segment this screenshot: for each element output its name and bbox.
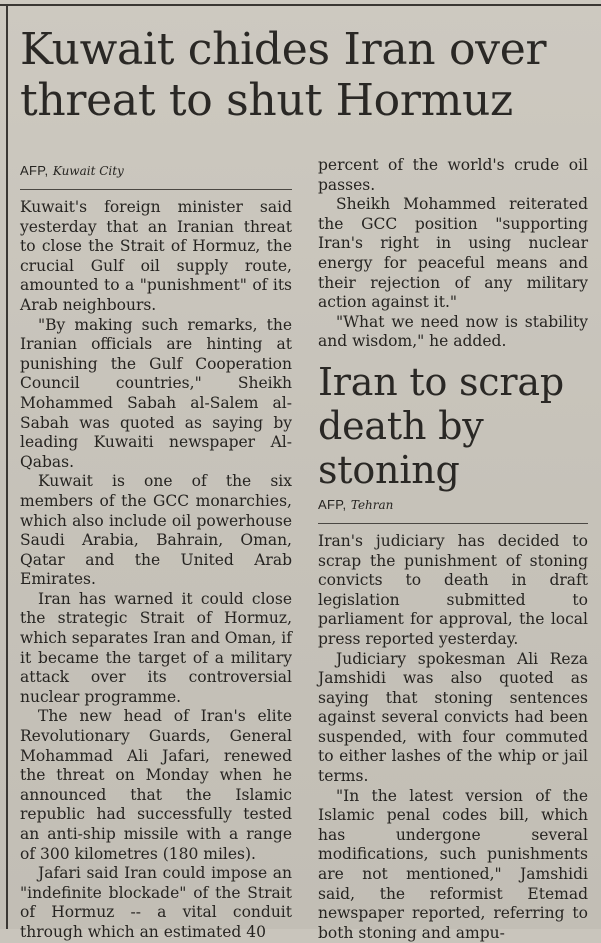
main-dateline xyxy=(20,162,292,180)
article-paragraph: "By making such remarks, the Iranian officials are hinting at punishing the Gulf Cooperation Council countries," Sheikh Mohammed Sabah al-Salem al-Sabah was quoted as saying by leading Kuwaiti newspaper Al-Qabas. xyxy=(20,315,292,471)
left-border-rule xyxy=(6,4,8,929)
dateline-rule xyxy=(20,189,292,190)
article-paragraph: Judiciary spokesman Ali Reza Jamshidi was also quoted as saying that stoning sentences against several convicts had been suspended, with four commuted to either lashes of the whip or jail terms. xyxy=(318,649,588,786)
main-city: Kuwait City xyxy=(52,164,124,178)
article-paragraph: "In the latest version of the Islamic penal codes bill, which has undergone several modifications, such punishments are not mentioned," Jamshidi said, the reformist Etemad newspaper reported, referring to both stoning and ampu- xyxy=(318,786,588,942)
article-paragraph: Iran has warned it could close the strategic Strait of Hormuz, which separates Iran and Oman, if it became the target of a military attack over its controversial nuclear programme. xyxy=(20,589,292,706)
article-paragraph: Kuwait's foreign minister said yesterday that an Iranian threat to close the Strait of Hormuz, the crucial Gulf oil supply route, amounted to a "punishment" of its Arab neighbours. xyxy=(20,198,292,314)
article-paragraph: percent of the world's crude oil passes. xyxy=(318,156,588,194)
top-border-rule xyxy=(0,4,601,6)
article-paragraph: "What we need now is stability and wisdom," he added. xyxy=(318,312,588,351)
article-paragraph: Sheikh Mohammed reiterated the GCC position "supporting Iran's right in using nuclear energy for peaceful means and their rejection of any military action against it." xyxy=(318,195,588,312)
article-paragraph: Jafari said Iran could impose an "indefinite blockade" of the Strait of Hormuz -- a vital conduit through which an estimated 40 xyxy=(20,864,292,941)
dateline-rule xyxy=(318,523,588,524)
main-agency: AFP, xyxy=(20,163,49,178)
article-paragraph: The new head of Iran's elite Revolutionary Guards, General Mohammad Ali Jafari, renewed the threat on Monday when he announced that the Islamic republic had successfully tested an anti-ship missile with a range of 300 kilometres (180 miles). xyxy=(20,707,292,863)
left-column xyxy=(20,156,292,943)
second-agency: AFP, xyxy=(318,496,347,512)
right-column xyxy=(318,156,588,943)
article-paragraph: Kuwait is one of the six members of the GCC monarchies, which also include oil powerhouse Saudi Arabia, Bahrain, Oman, Qatar and the United Arab Emirates. xyxy=(20,472,292,589)
second-dateline xyxy=(318,496,588,514)
main-headline: Kuwait chides Iran over threat to shut Hormuz xyxy=(20,24,547,126)
second-headline: Iran to scrap death by stoning xyxy=(318,359,564,492)
second-city: Tehran xyxy=(350,497,394,512)
article-paragraph: Iran's judiciary has decided to scrap the punishment of stoning convicts to death in draft legislation submitted to parliament for approval, the local press reported yesterday. xyxy=(318,531,588,648)
